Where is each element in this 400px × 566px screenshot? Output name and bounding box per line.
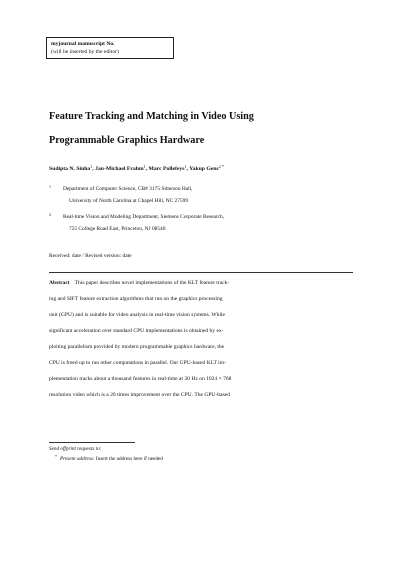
footnote-rule (49, 442, 135, 443)
manuscript-number-label: myjournal manuscript No. (51, 41, 115, 47)
author-list: Sudipta N. Sinha$^1$, Jan-Michael Frahm$^1$, Marc Pollefeys$^1$, Yakup Genc$^{2 *}$ (49, 164, 225, 172)
abstract-line: ploiting parallelism provided by modern programmable graphics hardware, the (49, 344, 225, 350)
offprint-footnote (49, 446, 101, 453)
abstract-line: plementation tracks about a thousand features in real-time at 30 Hz on 1024 × 768 (49, 376, 232, 382)
paper-title-line-2: Programmable Graphics Hardware (49, 135, 205, 146)
affiliation-number: 2 (49, 212, 51, 217)
manuscript-number-box (46, 37, 174, 59)
footnote-mark: * (55, 454, 57, 459)
manuscript-editor-note: (will be inserted by the editor) (51, 49, 119, 56)
received-date: Received: date / Revised version: date (49, 253, 132, 259)
affiliation-line: Department of Computer Science, CB# 3175 Sitterson Hall, (63, 186, 193, 192)
author-affil-mark: 2 * (219, 164, 225, 169)
abstract-line: resolution video which is a 20 times improvement over the CPU. The GPU-based (49, 392, 230, 398)
affiliation-2-cont (49, 225, 165, 233)
author-affil-mark: 1 (184, 164, 187, 169)
author-affil-mark: 1 (143, 164, 146, 169)
offprint-label: Send offprint requests to: (49, 446, 102, 452)
abstract-line: ing and SIFT feature extraction algorithms that run on the graphics processing (49, 296, 223, 302)
author-name: Jan-Michael Frahm (95, 166, 144, 172)
present-address-text: Insert the address here if needed (95, 456, 163, 462)
abstract-heading: Abstract (49, 280, 70, 286)
present-address-footnote (49, 453, 163, 463)
affiliation-1-cont (49, 197, 188, 205)
affiliation-line: 755 College Road East, Princeton, NJ 08540 (69, 226, 166, 232)
affiliation-2 (49, 211, 224, 221)
author-affil-mark: 1 (90, 164, 93, 169)
author-name: Marc Pollefeys (148, 166, 185, 172)
author-name: Yakup Genc (189, 166, 220, 172)
abstract-line: unit (GPU) and is suitable for video analysis in real-time vision systems. While (49, 312, 225, 318)
abstract-line: CPU is freed up to run other computations in parallel. Our GPU-based KLT im- (49, 360, 226, 366)
affiliation-1 (49, 183, 193, 193)
author-name: Sudipta N. Sinha (49, 166, 91, 172)
paper-title-line-1: Feature Tracking and Matching in Video Using (49, 111, 254, 122)
abstract-line (49, 279, 353, 287)
abstract-text: This paper describes novel implementations of the KLT feature track- (74, 280, 230, 286)
affiliation-line: University of North Carolina at Chapel Hill, NC 27599 (69, 198, 189, 204)
abstract-top-rule (49, 272, 353, 273)
affiliation-line: Real-time Vision and Modeling Department, Siemens Corporate Research, (63, 214, 225, 220)
affiliation-number: 1 (49, 184, 51, 189)
present-address-label: Present address: (60, 456, 95, 462)
abstract-line: significant acceleration over standard CPU implementations is obtained by ex- (49, 328, 224, 334)
